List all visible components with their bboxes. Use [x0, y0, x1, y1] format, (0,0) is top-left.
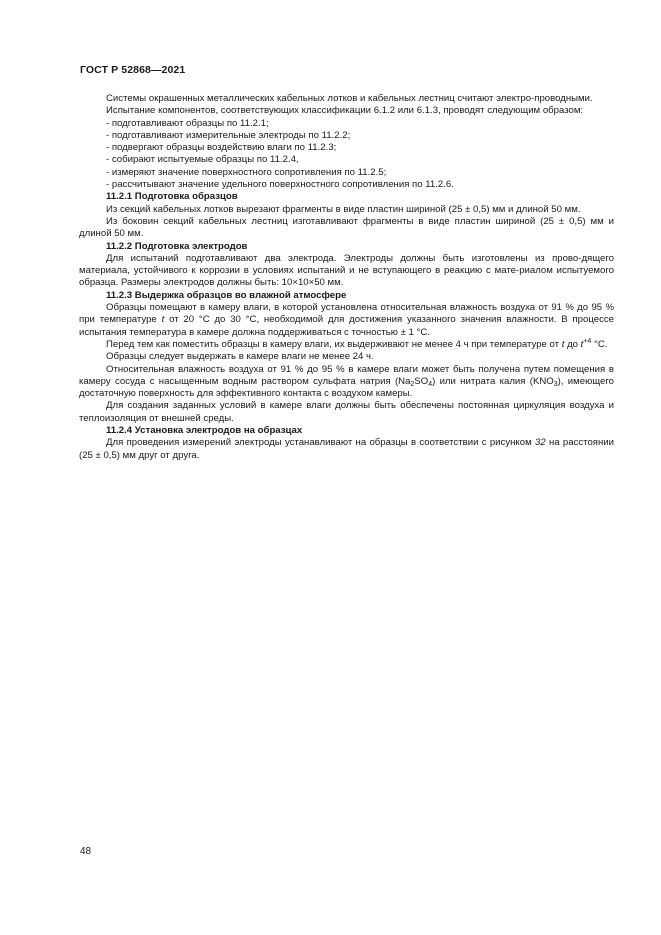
paragraph: Из боковин секций кабельных лестниц изготавливают фрагменты в виде пластин шириной (25 ± 0,5) мм и длиной 50 мм. [79, 215, 614, 240]
section-heading-11-2-2: 11.2.2 Подготовка электродов [106, 240, 248, 252]
list-item: - измеряют значение поверхностного сопротивления по 11.2.5; [106, 166, 387, 178]
paragraph: Для испытаний подготавливают два электрода. Электроды должны быть изготовлены из прово-дящего материала, устойчивого к коррозии в условиях испытаний и не вступающего в реакцию с мате-риалом испытуемого образца. Размеры электродов должны быть: 10×10×50 мм. [79, 252, 614, 289]
list-item: - подвергают образцы воздействию влаги по 11.2.3; [106, 142, 337, 154]
list-item: - рассчитывают значение удельного поверхностного сопротивления по 11.2.6. [106, 179, 454, 191]
paragraph: Образцы помещают в камеру влаги, в которой установлена относительная влажность воздуха от 91 % до 95 % при температуре t от 20 °С до 30 °С, необходимой для достижения указанного значения влажности. В процессе испытания температура в камере должна поддерживаться с точностью ± 1 °С. [79, 302, 615, 338]
paragraph-test-procedure: Испытание компонентов, соответствующих классификации 6.1.2 или 6.1.3, проводят следующим образом: [106, 105, 584, 117]
section-heading-11-2-1: 11.2.1 Подготовка образцов [106, 191, 238, 203]
section-heading-11-2-4: 11.2.4 Установка электродов на образцах [106, 425, 303, 437]
paragraph-intro: Системы окрашенных металлических кабельных лотков и кабельных лестниц считают электро-проводными. [106, 93, 593, 104]
paragraph: Для проведения измерений электроды устанавливают на образцы в соответствии с рисунком 32 на расстоянии (25 ± 0,5) мм друг от друга. [79, 437, 615, 461]
list-item: - собирают испытуемые образцы по 11.2.4, [106, 154, 299, 166]
paragraph: Перед тем как поместить образцы в камеру влаги, их выдерживают не менее 4 ч при температуре от t до $t^{+4}$ °С. [106, 337, 608, 350]
document-body [79, 93, 614, 462]
section-heading-11-2-3: 11.2.3 Выдержка образцов во влажной атмосфере [106, 289, 347, 301]
document-header: ГОСТ Р 52868—2021 [80, 64, 186, 76]
page-number: 48 [80, 846, 92, 857]
paragraph: Образцы следует выдержать в камере влаги не менее 24 ч. [106, 351, 374, 363]
list-item: - подготавливают образцы по 11.2.1; [106, 117, 269, 129]
paragraph: Из секций кабельных лотков вырезают фрагменты в виде пластин шириной (25 ± 0,5) мм и длиной 50 мм. [106, 203, 581, 215]
paragraph: Относительная влажность воздуха от 91 % до 95 % в камере влаги может быть получена путем помещения в камеру сосуда с насыщенным водным раствором сульфата натрия $(Na_2SO_4)$ или нитрата калия $(KNO_3)$, имеющего достаточную поверхность для эффективного контакта с воздухом камеры. [79, 363, 615, 400]
paragraph: Для создания заданных условий в камере влаги должны быть обеспечены постоянная циркуляция воздуха и теплоизоляция от внешней среды. [79, 400, 614, 424]
list-item: - подготавливают измерительные электроды по 11.2.2; [106, 129, 351, 141]
